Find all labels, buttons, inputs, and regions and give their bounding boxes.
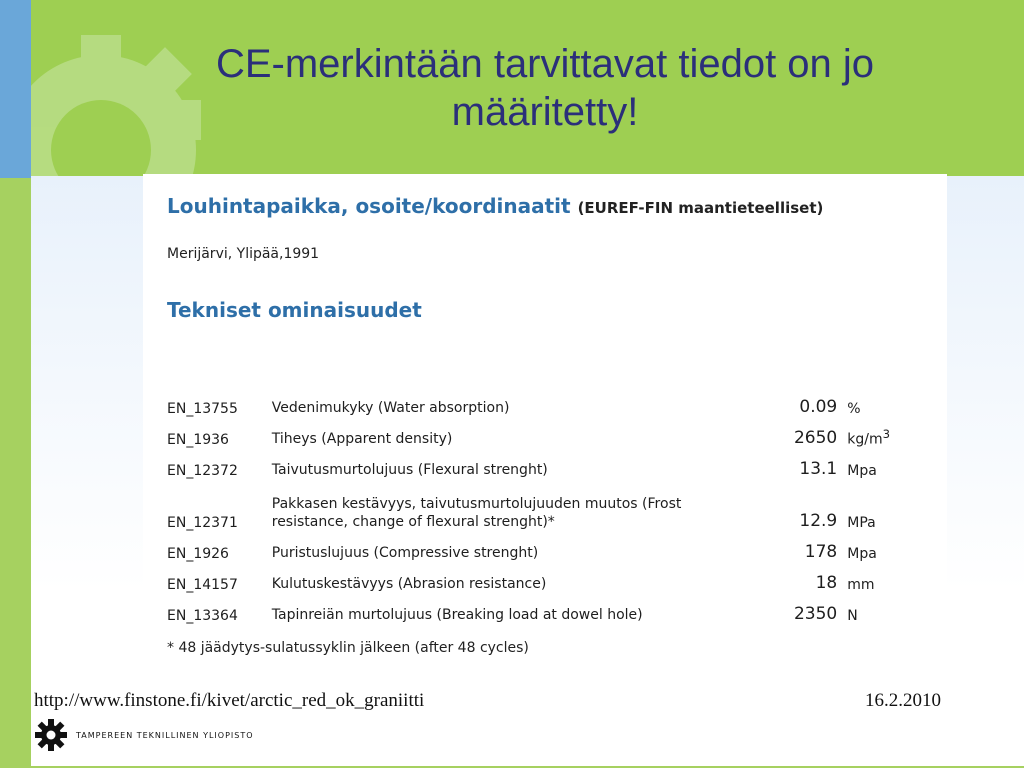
property-value: 2650	[793, 428, 838, 448]
property-description: Tapinreiän murtolujuus (Breaking load at dowel hole)	[271, 607, 643, 623]
location-heading	[167, 194, 823, 218]
property-unit: %	[847, 401, 861, 417]
slide-date: 16.2.2010	[865, 690, 941, 711]
property-value: 13.1	[799, 459, 838, 479]
property-value: 0.09	[799, 397, 838, 417]
table-row	[167, 448, 927, 479]
property-description: Pakkasen kestävyys, taivutusmurtolujuuden muutos (Frost resistance, change of flexural strenght)*	[271, 496, 682, 530]
standard-code: EN_1936	[167, 432, 229, 448]
property-unit: MPa	[847, 515, 876, 531]
university-name: TAMPEREEN TEKNILLINEN YLIOPISTO	[76, 730, 254, 740]
table-row	[167, 593, 927, 624]
table-row	[167, 479, 927, 531]
properties-table	[167, 386, 927, 624]
table-row	[167, 562, 927, 593]
table-row	[167, 386, 927, 417]
table-row	[167, 417, 927, 448]
standard-code: EN_14157	[167, 577, 238, 593]
university-logo	[34, 718, 254, 752]
location-heading-text: Louhintapaikka, osoite/koordinaatit	[167, 194, 571, 218]
property-value: 18	[815, 573, 838, 593]
gear-logo-icon	[34, 718, 68, 752]
standard-code: EN_13755	[167, 401, 238, 417]
property-description: Vedenimukyky (Water absorption)	[271, 400, 510, 416]
property-unit: mm	[847, 577, 875, 593]
property-value: 2350	[793, 604, 838, 624]
property-description: Puristuslujuus (Compressive strenght)	[271, 545, 539, 561]
property-value: 12.9	[799, 511, 838, 531]
product-info-card	[143, 174, 947, 671]
property-unit: Mpa	[847, 546, 877, 562]
property-unit: Mpa	[847, 463, 877, 479]
standard-code: EN_12371	[167, 515, 238, 531]
standard-code: EN_1926	[167, 546, 229, 562]
location-text: Merijärvi, Ylipää,1991	[167, 246, 320, 262]
property-unit	[847, 417, 927, 448]
property-description: Taivutusmurtolujuus (Flexural strenght)	[271, 462, 548, 478]
property-description: Kulutuskestävyys (Abrasion resistance)	[271, 576, 547, 592]
technical-heading: Tekniset ominaisuudet	[167, 298, 422, 322]
property-value: 178	[804, 542, 838, 562]
footnote: * 48 jäädytys-sulatussyklin jälkeen (after 48 cycles)	[167, 640, 529, 656]
slide-title: CE-merkintään tarvittavat tiedot on jo määritetty!	[215, 42, 875, 134]
left-stripe-accent	[0, 0, 31, 178]
location-heading-sub: (EUREF-FIN maantieteelliset)	[577, 199, 824, 217]
source-link[interactable]: http://www.finstone.fi/kivet/arctic_red_ok_graniitti	[34, 690, 425, 711]
property-unit: N	[847, 608, 858, 624]
unit-text: kg/m	[847, 432, 883, 448]
standard-code: EN_13364	[167, 608, 238, 624]
property-description: Tiheys (Apparent density)	[271, 431, 453, 447]
unit-superscript: 3	[882, 427, 891, 442]
table-row	[167, 531, 927, 562]
standard-code: EN_12372	[167, 463, 238, 479]
